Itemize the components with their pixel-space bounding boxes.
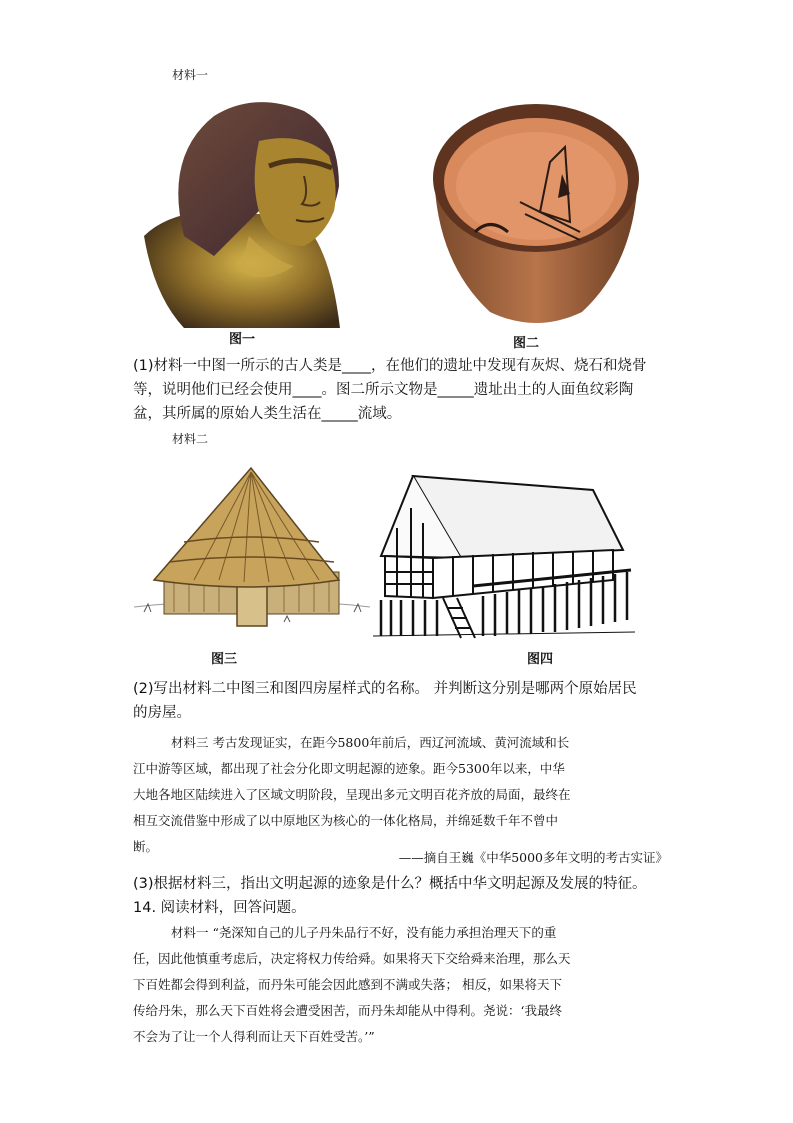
stilt-house-image xyxy=(373,468,635,640)
material3-passage xyxy=(133,730,673,860)
q14-material1-line-3: 下百姓都会得到利益，而丹朱可能会因此感到不满或失落； 相反，如果将天下 xyxy=(133,977,562,992)
material3-line-5: 断。 xyxy=(133,839,159,854)
fig1-caption: 图一 xyxy=(229,332,256,347)
painted-pottery-basin-image xyxy=(430,102,642,328)
q14-material1-line-4: 传给丹朱，那么天下百姓将会遭受困苦，而丹朱却能从中得利。尧说：‘我最终 xyxy=(133,1003,562,1018)
thatched-hut-image xyxy=(134,462,370,636)
question-1-line-1: (1)材料一中图一所示的古人类是____，在他们的遗址中发现有灰烬、烧石和烧骨 xyxy=(133,358,647,374)
material3-line-4: 相互交流借鉴中形成了以中原地区为核心的一体化格局，并绵延数千年不曾中 xyxy=(133,813,559,828)
question-14-prompt: 14. 阅读材料，回答问题。 xyxy=(133,900,306,916)
question-1-line-2: 等，说明他们已经会使用____。图二所示文物是_____遗址出土的人面鱼纹彩陶 xyxy=(133,382,634,398)
fig2-caption: 图二 xyxy=(513,336,540,351)
fig3-caption: 图三 xyxy=(211,652,238,667)
q14-material1-line-1: 材料一 “尧深知自己的儿子丹朱品行不好，没有能力承担治理天下的重 xyxy=(171,925,557,940)
material1-label: 材料一 xyxy=(172,68,209,82)
question-1-line-3: 盆，其所属的原始人类生活在_____流域。 xyxy=(133,406,402,422)
material3-source: ——摘自王巍《中华5000多年文明的考古实证》 xyxy=(398,850,668,865)
material3-line-1: 材料三 考古发现证实，在距今5800年前后，西辽河流域、黄河流域和长 xyxy=(171,735,570,750)
q14-material1-line-2: 任，因此他慎重考虑后，决定将权力传给舜。如果将天下交给舜来治理，那么天 xyxy=(133,951,571,966)
material3-line-2: 江中游等区域，都出现了社会分化即文明起源的迹象。距今5300年以来，中华 xyxy=(133,761,565,776)
fig4-caption: 图四 xyxy=(527,652,554,667)
question-1 xyxy=(133,354,673,426)
material3-line-3: 大地各地区陆续进入了区域文明阶段，呈现出多元文明百花齐放的局面，最终在 xyxy=(133,787,571,802)
material2-label: 材料二 xyxy=(172,432,209,446)
question-3: (3)根据材料三，指出文明起源的迹象是什么？概括中华文明起源及发展的特征。 xyxy=(133,876,647,892)
peking-man-bust-image xyxy=(144,96,344,328)
question-2 xyxy=(133,677,673,725)
q14-material1-line-5: 不会为了让一个人得利而让天下百姓受苦。’” xyxy=(133,1029,375,1044)
question-2-line-1: (2)写出材料二中图三和图四房屋样式的名称。 并判断这分别是哪两个原始居民 xyxy=(133,681,637,697)
question-2-line-2: 的房屋。 xyxy=(133,705,191,721)
q14-material1-passage xyxy=(133,920,673,1050)
